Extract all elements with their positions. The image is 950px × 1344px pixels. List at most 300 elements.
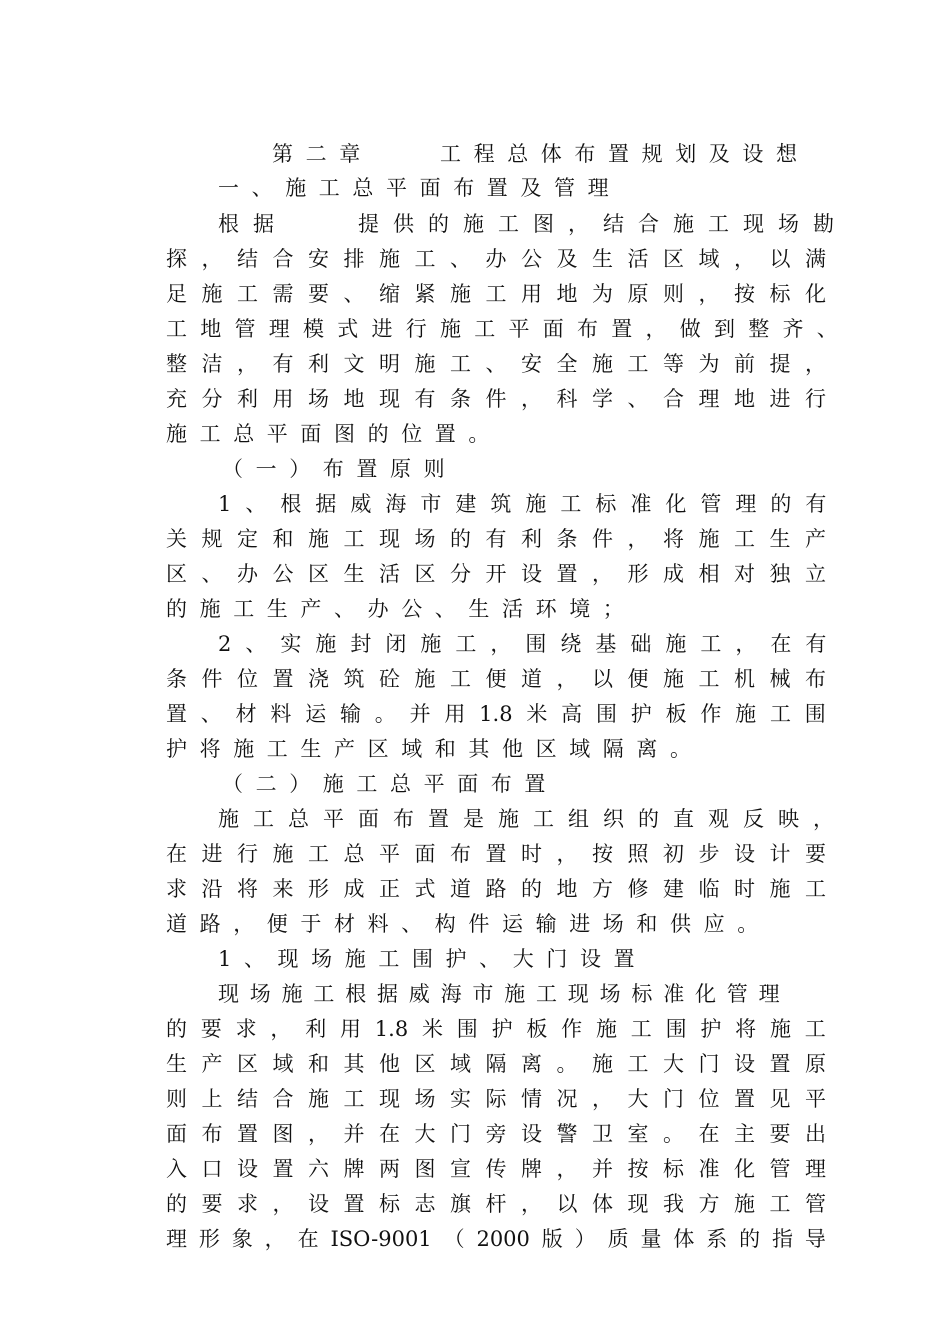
glyph: 主 <box>734 1122 755 1146</box>
glyph: 的 <box>521 877 542 901</box>
glyph: 时 <box>521 842 542 866</box>
glyph: 条 <box>556 527 578 551</box>
glyph: 板 <box>665 702 687 726</box>
glyph: 方 <box>592 877 613 901</box>
paragraph-line: 道路，便于材料、构件运输进场和供应。 <box>166 912 771 936</box>
glyph: 生 <box>166 1052 187 1076</box>
glyph: 形 <box>308 877 329 901</box>
glyph: 域 <box>272 1052 294 1076</box>
glyph: 置 <box>485 842 507 866</box>
glyph: 公 <box>272 562 294 586</box>
glyph: 安 <box>308 247 329 271</box>
glyph: 。 <box>556 1052 578 1076</box>
glyph: ） <box>574 1227 596 1251</box>
glyph: 见 <box>769 1087 791 1111</box>
glyph: 产 <box>201 1052 223 1076</box>
glyph: 。 <box>374 702 396 726</box>
glyph: 入 <box>166 1157 187 1181</box>
glyph: 场 <box>414 1087 436 1111</box>
glyph: 式 <box>414 877 436 901</box>
glyph: 公 <box>521 247 542 271</box>
glyph: 定 <box>237 527 258 551</box>
glyph: 理 <box>268 317 290 341</box>
glyph: 施 <box>769 877 791 901</box>
glyph: 地 <box>556 282 578 306</box>
glyph: 形 <box>627 562 649 586</box>
paragraph-line: 1、根据威海市建筑施工标准化管理的有 <box>218 492 841 516</box>
glyph: 。 <box>663 1122 684 1146</box>
glyph: 区 <box>663 247 684 271</box>
glyph: 平 <box>379 842 400 866</box>
glyph: 工 <box>485 282 507 306</box>
glyph: 设 <box>237 1157 258 1181</box>
glyph: 充 <box>166 387 187 411</box>
glyph: 理 <box>166 1227 187 1251</box>
glyph: 布 <box>201 1122 223 1146</box>
glyph: 护 <box>700 1017 722 1041</box>
glyph: 合 <box>272 1087 294 1111</box>
glyph: 成 <box>663 562 684 586</box>
glyph: 况 <box>556 1087 578 1111</box>
glyph: 方 <box>698 1192 720 1216</box>
subsection-heading: （二）施工总平面布置 <box>222 772 558 796</box>
glyph: 实 <box>450 1087 471 1111</box>
glyph: 为 <box>592 282 613 306</box>
glyph: 用 <box>272 387 294 411</box>
glyph: 办 <box>237 562 258 586</box>
glyph: 地 <box>343 387 365 411</box>
glyph: 并 <box>592 1157 613 1181</box>
glyph: 行 <box>237 842 258 866</box>
glyph: 足 <box>166 282 187 306</box>
glyph: 区 <box>414 562 436 586</box>
paragraph-line <box>166 700 826 728</box>
glyph: 形 <box>198 1227 220 1251</box>
glyph: 便 <box>627 667 649 691</box>
glyph: 条 <box>166 667 187 691</box>
glyph: 利 <box>308 352 329 376</box>
glyph: 域 <box>450 1052 471 1076</box>
paragraph-line: 现场施工根据威海市施工现场标准化管理 <box>218 982 791 1006</box>
glyph: 米 <box>526 702 548 726</box>
glyph: 理 <box>698 387 720 411</box>
glyph: 按 <box>592 842 613 866</box>
glyph: 地 <box>734 387 755 411</box>
glyph: 牌 <box>521 1157 542 1181</box>
glyph: 工 <box>805 877 826 901</box>
glyph: 体 <box>592 1192 613 1216</box>
section-heading: 一、施工总平面布置及管理 <box>218 176 622 200</box>
glyph: 安 <box>521 352 542 376</box>
glyph: 现 <box>627 1192 649 1216</box>
glyph: 护 <box>630 702 652 726</box>
glyph: 正 <box>379 877 400 901</box>
glyph: 工 <box>627 1052 649 1076</box>
glyph: 区 <box>308 562 329 586</box>
glyph: ， <box>521 387 542 411</box>
paragraph-line <box>166 560 826 588</box>
glyph: 工 <box>769 1192 791 1216</box>
glyph: 区 <box>237 1052 258 1076</box>
glyph: 图 <box>414 1157 436 1181</box>
glyph: ， <box>627 527 649 551</box>
glyph: 、 <box>627 387 649 411</box>
glyph: 生 <box>343 562 365 586</box>
glyph: 志 <box>414 1192 436 1216</box>
glyph: 旁 <box>485 1122 507 1146</box>
glyph: 面 <box>542 317 564 341</box>
glyph: 时 <box>734 877 755 901</box>
glyph: 作 <box>561 1017 583 1041</box>
glyph: 及 <box>556 247 578 271</box>
paragraph-line <box>166 1190 826 1218</box>
glyph: 标 <box>769 282 791 306</box>
glyph: 施 <box>734 1192 755 1216</box>
glyph: 版 <box>541 1227 563 1251</box>
glyph: 、 <box>450 247 471 271</box>
glyph: 以 <box>769 247 791 271</box>
glyph: 在 <box>379 1122 400 1146</box>
glyph: ， <box>521 1192 542 1216</box>
glyph: 料 <box>270 702 292 726</box>
glyph: 和 <box>308 1052 329 1076</box>
glyph: 将 <box>735 1017 757 1041</box>
glyph: 施 <box>414 667 436 691</box>
glyph: 大 <box>663 1052 684 1076</box>
glyph: 用 <box>339 1017 361 1041</box>
glyph: 做 <box>679 317 701 341</box>
glyph: 牌 <box>343 1157 365 1181</box>
glyph: 材 <box>235 702 257 726</box>
glyph: 模 <box>303 317 324 341</box>
paragraph-line <box>166 1155 826 1183</box>
glyph: 利 <box>521 527 542 551</box>
glyph: 卫 <box>592 1122 613 1146</box>
glyph: 两 <box>379 1157 400 1181</box>
glyph: 进 <box>769 387 791 411</box>
glyph: 道 <box>521 667 542 691</box>
glyph: 置 <box>611 317 633 341</box>
glyph: 围 <box>804 702 826 726</box>
glyph: 地 <box>200 317 222 341</box>
glyph: 布 <box>805 667 826 691</box>
glyph: 将 <box>237 877 258 901</box>
glyph: 筑 <box>343 667 365 691</box>
paragraph-line: 根据 提供的施工图，结合施工现场勘 <box>218 212 848 236</box>
glyph: 工 <box>308 842 329 866</box>
glyph: 前 <box>734 352 755 376</box>
glyph: 旗 <box>450 1192 471 1216</box>
glyph: 上 <box>201 1087 223 1111</box>
glyph: 作 <box>700 702 722 726</box>
paragraph-line: 施工总平面布置是施工组织的直观反映， <box>218 807 848 831</box>
glyph: 求 <box>237 1192 258 1216</box>
glyph: 护 <box>491 1017 513 1041</box>
glyph: 、 <box>201 562 223 586</box>
glyph: 施 <box>272 842 294 866</box>
glyph: 现 <box>379 527 400 551</box>
glyph: 管 <box>769 1157 791 1181</box>
glyph: 初 <box>663 842 684 866</box>
glyph: 合 <box>663 387 684 411</box>
glyph: 需 <box>272 282 294 306</box>
glyph: 施 <box>769 1017 791 1041</box>
glyph: 区 <box>414 1052 436 1076</box>
glyph: 工 <box>343 1087 365 1111</box>
glyph: 有 <box>272 352 294 376</box>
glyph: 件 <box>201 667 223 691</box>
glyph: 质 <box>607 1227 629 1251</box>
glyph: 离 <box>521 1052 542 1076</box>
glyph: 沿 <box>201 877 223 901</box>
glyph: 开 <box>485 562 507 586</box>
glyph: 施 <box>440 317 461 341</box>
glyph: 的 <box>739 1227 761 1251</box>
glyph: 砼 <box>379 667 400 691</box>
glyph: 1.8 <box>479 702 513 726</box>
glyph: 工 <box>734 527 755 551</box>
glyph: 件 <box>485 387 507 411</box>
glyph: 步 <box>698 842 720 866</box>
glyph: 现 <box>379 387 400 411</box>
paragraph-line <box>166 875 826 903</box>
glyph: 利 <box>305 1017 327 1041</box>
glyph: ， <box>201 247 223 271</box>
glyph: 缩 <box>379 282 400 306</box>
glyph: 体 <box>673 1227 695 1251</box>
glyph: 米 <box>421 1017 443 1041</box>
glyph: 要 <box>201 1192 223 1216</box>
glyph: 活 <box>627 247 649 271</box>
glyph: ， <box>645 317 667 341</box>
glyph: 位 <box>698 1087 720 1111</box>
glyph: 工 <box>343 527 365 551</box>
glyph: ， <box>308 1122 329 1146</box>
glyph: 求 <box>235 1017 257 1041</box>
glyph: 工 <box>450 352 471 376</box>
glyph: 置 <box>734 1087 755 1111</box>
glyph: 高 <box>561 702 583 726</box>
glyph: 关 <box>166 527 187 551</box>
glyph: 施 <box>450 282 471 306</box>
glyph: 分 <box>450 562 471 586</box>
glyph: 齐 <box>782 317 804 341</box>
glyph: ， <box>272 1192 294 1216</box>
paragraph-line: 的施工生产、办公、生活环境； <box>166 597 637 621</box>
paragraph-line <box>166 1120 826 1148</box>
glyph: 合 <box>272 247 294 271</box>
glyph: 域 <box>698 247 720 271</box>
glyph: 运 <box>305 702 327 726</box>
glyph: 为 <box>698 352 720 376</box>
glyph: 宣 <box>450 1157 471 1181</box>
glyph: 的 <box>166 1192 187 1216</box>
glyph: 计 <box>769 842 791 866</box>
glyph: 活 <box>379 562 400 586</box>
glyph: 有 <box>485 527 507 551</box>
glyph: 以 <box>556 1192 578 1216</box>
paragraph-line <box>166 1015 826 1043</box>
glyph: 施 <box>414 352 436 376</box>
glyph: 工 <box>630 1017 652 1041</box>
glyph: ， <box>556 667 578 691</box>
glyph: 便 <box>485 667 507 691</box>
glyph: ， <box>698 282 720 306</box>
glyph: 件 <box>592 527 613 551</box>
glyph: 要 <box>308 282 329 306</box>
glyph: 行 <box>405 317 427 341</box>
paragraph-line <box>166 350 826 378</box>
paragraph-line: 护将施工生产区域和其他区域隔离。 <box>166 737 704 761</box>
glyph: ， <box>805 352 826 376</box>
paragraph-line: 2、实施封闭施工，围绕基础施工，在有 <box>218 632 841 656</box>
glyph: 结 <box>237 1087 258 1111</box>
glyph: 、 <box>200 702 222 726</box>
glyph: 现 <box>379 1087 400 1111</box>
glyph: 洁 <box>201 352 223 376</box>
paragraph-line <box>166 665 826 693</box>
glyph: 科 <box>556 387 578 411</box>
glyph: 原 <box>627 282 649 306</box>
glyph: 传 <box>485 1157 507 1181</box>
glyph: 位 <box>237 667 258 691</box>
glyph: 将 <box>663 527 684 551</box>
glyph: 立 <box>805 562 826 586</box>
glyph: 标 <box>379 1192 400 1216</box>
glyph: 系 <box>706 1227 728 1251</box>
glyph: 2000 <box>476 1227 530 1251</box>
glyph: 在 <box>297 1227 319 1251</box>
glyph: 生 <box>592 247 613 271</box>
glyph: 学 <box>592 387 613 411</box>
paragraph-line <box>166 840 826 868</box>
glyph: 进 <box>371 317 393 341</box>
glyph: 施 <box>308 527 329 551</box>
glyph: 规 <box>201 527 223 551</box>
glyph: 场 <box>308 387 329 411</box>
glyph: 对 <box>734 562 755 586</box>
glyph: 指 <box>772 1227 794 1251</box>
glyph: 道 <box>450 877 471 901</box>
glyph: 有 <box>414 387 436 411</box>
glyph: 标 <box>663 1157 684 1181</box>
subsection-heading: （一）布置原则 <box>222 457 458 481</box>
glyph: 场 <box>414 527 436 551</box>
glyph: 地 <box>556 877 578 901</box>
paragraph-line <box>166 280 826 308</box>
glyph: 浇 <box>308 667 329 691</box>
glyph: 则 <box>663 282 684 306</box>
paragraph-line <box>166 315 838 343</box>
glyph: 要 <box>769 1122 791 1146</box>
paragraph-line <box>166 385 826 413</box>
glyph: 象 <box>231 1227 253 1251</box>
glyph: 设 <box>521 562 542 586</box>
glyph: 大 <box>627 1087 649 1111</box>
glyph: 相 <box>698 562 720 586</box>
glyph: 导 <box>804 1227 826 1251</box>
glyph: 工 <box>804 1017 826 1041</box>
glyph: 出 <box>805 1122 826 1146</box>
glyph: 和 <box>272 527 294 551</box>
glyph: 提 <box>769 352 791 376</box>
glyph: 分 <box>201 387 223 411</box>
glyph: 进 <box>201 842 223 866</box>
glyph: 按 <box>734 282 755 306</box>
glyph: 整 <box>166 352 187 376</box>
glyph: 施 <box>379 247 400 271</box>
glyph: 其 <box>343 1052 365 1076</box>
glyph: 要 <box>805 842 826 866</box>
glyph: 工 <box>769 702 791 726</box>
paragraph-line <box>166 525 826 553</box>
glyph: 的 <box>166 1017 187 1041</box>
glyph: 来 <box>272 877 294 901</box>
glyph: ， <box>592 562 613 586</box>
glyph: 路 <box>485 877 507 901</box>
glyph: 区 <box>166 562 187 586</box>
glyph: 隔 <box>485 1052 507 1076</box>
glyph: 门 <box>698 1052 720 1076</box>
glyph: （ <box>443 1227 465 1251</box>
glyph: 在 <box>166 842 187 866</box>
glyph: 以 <box>592 667 613 691</box>
glyph: 施 <box>308 1087 329 1111</box>
glyph: 工 <box>627 352 649 376</box>
glyph: 建 <box>663 877 684 901</box>
glyph: 图 <box>272 1122 294 1146</box>
glyph: 紧 <box>414 282 436 306</box>
glyph: 排 <box>343 247 365 271</box>
glyph: 置 <box>556 562 578 586</box>
glyph: 门 <box>663 1087 684 1111</box>
glyph: 、 <box>485 352 507 376</box>
glyph: 生 <box>769 527 791 551</box>
glyph: 在 <box>698 1122 720 1146</box>
glyph: ， <box>237 352 258 376</box>
glyph: 化 <box>805 282 826 306</box>
item-heading: 1、现场施工围护、大门设置 <box>218 947 648 971</box>
glyph: 置 <box>272 1157 294 1181</box>
glyph: 到 <box>714 317 735 341</box>
glyph: 施 <box>592 352 613 376</box>
glyph: 准 <box>698 1157 720 1181</box>
glyph: 施 <box>735 702 757 726</box>
glyph: 施 <box>201 282 223 306</box>
glyph: 我 <box>663 1192 684 1216</box>
glyph: ， <box>592 1087 613 1111</box>
glyph: 量 <box>640 1227 662 1251</box>
glyph: 管 <box>805 1192 826 1216</box>
glyph: 等 <box>663 352 684 376</box>
glyph: 总 <box>343 842 365 866</box>
glyph: 全 <box>556 352 578 376</box>
glyph: 置 <box>272 667 294 691</box>
glyph: 杆 <box>485 1192 507 1216</box>
glyph: 独 <box>769 562 791 586</box>
paragraph-line <box>166 1050 826 1078</box>
glyph: 办 <box>485 247 507 271</box>
glyph: 理 <box>805 1157 826 1181</box>
glyph: 工 <box>166 317 187 341</box>
glyph: ， <box>556 842 578 866</box>
glyph: 产 <box>805 527 826 551</box>
glyph: ， <box>264 1227 286 1251</box>
glyph: 口 <box>201 1157 223 1181</box>
glyph: 探 <box>166 247 187 271</box>
paragraph-line <box>166 245 826 273</box>
glyph: 械 <box>769 667 791 691</box>
